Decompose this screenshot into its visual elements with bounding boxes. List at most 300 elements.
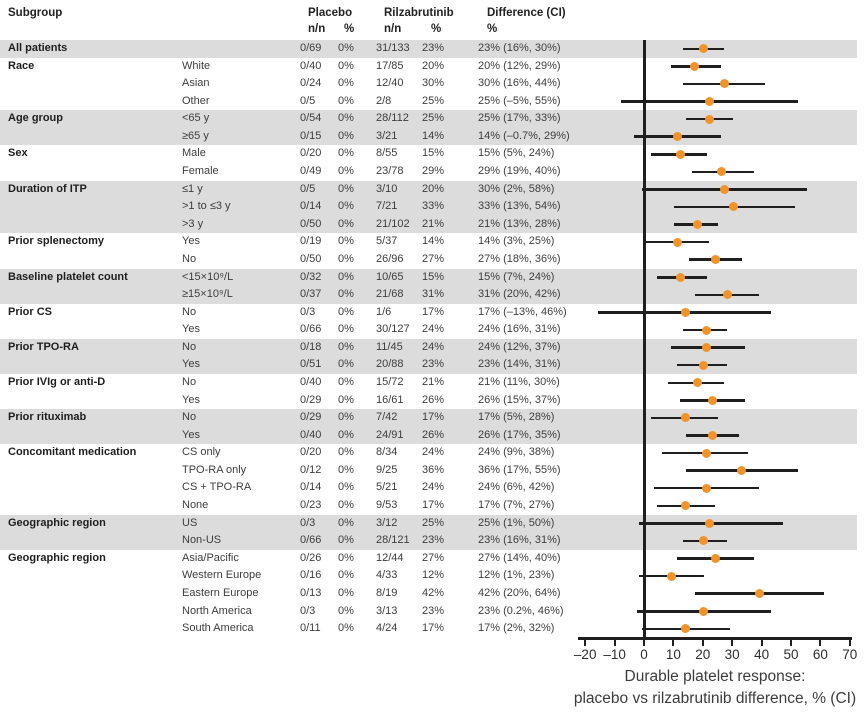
difference-ci-value: 12% (1%, 23%) (478, 569, 555, 582)
rilzabrutinib-nn-value: 28/112 (376, 112, 409, 125)
difference-ci-value: 33% (13%, 54%) (478, 200, 561, 213)
forest-cell (574, 58, 857, 76)
rilzabrutinib-nn-value: 3/13 (376, 604, 398, 617)
placebo-nn-value: 0/3 (300, 604, 316, 617)
subgroup-label: Geographic region (8, 516, 106, 529)
table-row (0, 321, 857, 339)
axis-caption-line1: Durable platelet response: (624, 668, 806, 685)
table-row (0, 110, 857, 128)
point-estimate-marker (693, 220, 702, 229)
point-estimate-marker (702, 326, 711, 335)
forest-cell (574, 462, 857, 480)
rilzabrutinib-nn-value: 31/133 (376, 42, 410, 54)
placebo-nn-value: 0/66 (300, 323, 322, 336)
category-label: North America (182, 604, 252, 617)
rilzabrutinib-nn-value: 24/91 (376, 428, 404, 441)
placebo-pct-value: 0% (338, 516, 354, 529)
rilzabrutinib-nn-value: 20/88 (376, 358, 404, 371)
rilzabrutinib-pct-value: 23% (422, 604, 445, 617)
subgroup-label: All patients (8, 42, 68, 54)
point-estimate-marker (708, 396, 717, 405)
rilzabrutinib-pct-value: 14% (422, 129, 445, 142)
category-label: None (182, 499, 209, 512)
point-estimate-marker (705, 519, 714, 528)
rilzabrutinib-nn-value: 4/33 (376, 569, 398, 582)
placebo-nn-value: 0/3 (300, 305, 316, 318)
category-label: Female (182, 165, 219, 178)
point-estimate-marker (699, 536, 708, 545)
axis-caption-line2: placebo vs rilzabrutinib difference, % (CI) (573, 690, 857, 707)
rilzabrutinib-nn-value: 2/8 (376, 94, 392, 107)
point-estimate-marker (667, 572, 676, 581)
difference-ci-value: 30% (16%, 44%) (478, 77, 561, 90)
placebo-nn-value: 0/23 (300, 499, 322, 512)
category-label: US (182, 516, 198, 529)
placebo-pct-value: 0% (338, 551, 354, 564)
rilzabrutinib-pct-value: 17% (422, 411, 445, 424)
difference-ci-value: 23% (16%, 30%) (478, 42, 561, 54)
subgroup-label: Age group (8, 112, 63, 125)
rilzabrutinib-pct-value: 21% (422, 217, 445, 230)
rilzabrutinib-nn-value: 28/121 (376, 534, 410, 547)
column-header-rilza-pct: % (431, 23, 442, 35)
point-estimate-marker (720, 79, 729, 88)
forest-cell (574, 497, 857, 515)
rilzabrutinib-pct-value: 30% (422, 77, 445, 90)
x-axis-tick (643, 640, 645, 647)
difference-ci-value: 42% (20%, 64%) (478, 586, 561, 599)
table-row (0, 40, 857, 58)
placebo-nn-value: 0/40 (300, 428, 322, 441)
rilzabrutinib-nn-value: 12/40 (376, 77, 404, 90)
table-row (0, 269, 857, 287)
placebo-nn-value: 0/13 (300, 586, 322, 599)
x-axis-tick-label: 10 (665, 647, 681, 662)
subgroup-label: Prior rituximab (8, 411, 87, 424)
point-estimate-marker (676, 150, 685, 159)
placebo-nn-value: 0/66 (300, 534, 322, 547)
table-row (0, 409, 857, 427)
rilzabrutinib-pct-value: 25% (422, 112, 445, 125)
category-label: No (182, 411, 197, 424)
placebo-pct-value: 0% (338, 288, 354, 301)
forest-cell (574, 145, 857, 163)
point-estimate-marker (690, 62, 699, 71)
rilzabrutinib-pct-value: 20% (422, 182, 445, 195)
difference-ci-value: 25% (1%, 50%) (478, 516, 555, 529)
difference-ci-value: 26% (17%, 35%) (478, 428, 561, 441)
placebo-pct-value: 0% (338, 305, 354, 318)
placebo-nn-value: 0/37 (300, 288, 322, 301)
table-row (0, 339, 857, 357)
category-label: Yes (182, 393, 200, 406)
placebo-pct-value: 0% (338, 604, 354, 617)
x-axis-tick (790, 640, 792, 647)
table-row (0, 479, 857, 497)
placebo-nn-value: 0/40 (300, 59, 322, 72)
forest-cell (574, 356, 857, 374)
placebo-pct-value: 0% (338, 622, 354, 635)
difference-ci-value: 24% (9%, 38%) (478, 446, 555, 459)
rilzabrutinib-nn-value: 23/78 (376, 165, 404, 178)
rilzabrutinib-nn-value: 26/96 (376, 252, 404, 265)
rilzabrutinib-nn-value: 11/45 (376, 340, 403, 353)
rilzabrutinib-nn-value: 9/53 (376, 499, 398, 512)
placebo-nn-value: 0/32 (300, 270, 322, 283)
forest-cell (574, 269, 857, 287)
point-estimate-marker (720, 185, 729, 194)
subgroup-label: Baseline platelet count (8, 270, 128, 283)
difference-ci-value: 24% (6%, 42%) (478, 481, 555, 494)
table-row (0, 550, 857, 568)
rilzabrutinib-pct-value: 20% (422, 59, 445, 72)
table-row (0, 620, 857, 638)
placebo-pct-value: 0% (338, 428, 354, 441)
point-estimate-marker (673, 132, 682, 141)
rilzabrutinib-pct-value: 14% (422, 235, 445, 248)
rilzabrutinib-pct-value: 15% (422, 147, 445, 160)
column-header-difference: Difference (CI) (487, 7, 566, 19)
point-estimate-marker (699, 361, 708, 370)
difference-ci-value: 20% (12%, 29%) (478, 59, 561, 72)
category-label: No (182, 252, 197, 265)
subgroup-label: Prior CS (8, 305, 53, 318)
placebo-pct-value: 0% (338, 147, 354, 160)
forest-cell (574, 198, 857, 216)
rilzabrutinib-pct-value: 17% (422, 622, 445, 635)
point-estimate-marker (676, 273, 685, 282)
x-axis-tick (761, 640, 763, 647)
difference-ci-value: 30% (2%, 58%) (478, 182, 555, 195)
table-row (0, 251, 857, 269)
point-estimate-marker (681, 308, 690, 317)
placebo-nn-value: 0/20 (300, 147, 322, 160)
forest-cell (574, 339, 857, 357)
forest-cell (574, 392, 857, 410)
category-label: Asian (182, 77, 210, 90)
placebo-pct-value: 0% (338, 94, 354, 107)
table-row (0, 427, 857, 445)
difference-ci-value: 15% (5%, 24%) (478, 147, 555, 160)
category-label: >3 y (182, 217, 204, 230)
rilzabrutinib-pct-value: 17% (422, 499, 445, 512)
forest-cell (574, 304, 857, 322)
difference-ci-value: 31% (20%, 42%) (478, 288, 561, 301)
x-axis-tick-label: –10 (603, 647, 626, 662)
forest-cell (574, 515, 857, 533)
point-estimate-marker (702, 484, 711, 493)
placebo-pct-value: 0% (338, 270, 354, 283)
placebo-pct-value: 0% (338, 411, 354, 424)
placebo-pct-value: 0% (338, 200, 354, 213)
point-estimate-marker (673, 238, 682, 247)
table-row (0, 286, 857, 304)
x-axis-tick (849, 640, 851, 647)
placebo-pct-value: 0% (338, 217, 354, 230)
placebo-pct-value: 0% (338, 499, 354, 512)
category-label: Western Europe (182, 569, 262, 582)
category-label: CS only (182, 446, 221, 459)
subgroup-label: Duration of ITP (8, 182, 87, 195)
subgroup-label: Race (8, 59, 35, 72)
table-row (0, 216, 857, 234)
placebo-nn-value: 0/15 (300, 129, 322, 142)
table-row (0, 515, 857, 533)
rilzabrutinib-nn-value: 10/65 (376, 270, 404, 283)
placebo-pct-value: 0% (338, 59, 354, 72)
table-row (0, 198, 857, 216)
placebo-pct-value: 0% (338, 393, 354, 406)
placebo-nn-value: 0/29 (300, 411, 322, 424)
placebo-pct-value: 0% (338, 446, 354, 459)
difference-ci-value: 24% (16%, 31%) (478, 323, 561, 336)
point-estimate-marker (755, 589, 764, 598)
forest-cell (574, 567, 857, 585)
category-label: ≥15×10⁹/L (182, 288, 233, 301)
column-header-subgroup: Subgroup (8, 7, 63, 19)
difference-ci-value: 17% (7%, 27%) (478, 499, 555, 512)
placebo-nn-value: 0/5 (300, 94, 316, 107)
category-label: <65 y (182, 112, 210, 125)
category-label: Male (182, 147, 206, 160)
rilzabrutinib-nn-value: 30/127 (376, 323, 410, 336)
subgroup-label: Geographic region (8, 551, 106, 564)
category-label: TPO-RA only (182, 463, 247, 476)
subgroup-label: Prior IVIg or anti-D (8, 375, 106, 388)
rilzabrutinib-nn-value: 3/12 (376, 516, 398, 529)
point-estimate-marker (705, 97, 714, 106)
placebo-nn-value: 0/29 (300, 393, 322, 406)
forest-cell (574, 286, 857, 304)
category-label: Other (182, 94, 210, 107)
forest-cell (574, 444, 857, 462)
placebo-nn-value: 0/11 (300, 622, 321, 635)
rilzabrutinib-nn-value: 8/55 (376, 147, 398, 160)
difference-ci-value: 23% (0.2%, 46%) (478, 604, 564, 617)
rilzabrutinib-nn-value: 21/68 (376, 288, 404, 301)
rilzabrutinib-pct-value: 25% (422, 94, 445, 107)
placebo-nn-value: 0/14 (300, 200, 322, 213)
placebo-pct-value: 0% (338, 235, 354, 248)
point-estimate-marker (711, 554, 720, 563)
placebo-pct-value: 0% (338, 252, 354, 265)
rilzabrutinib-pct-value: 42% (422, 586, 445, 599)
axis-caption (565, 666, 865, 710)
difference-ci-value: 17% (–13%, 46%) (478, 305, 567, 318)
table-row (0, 444, 857, 462)
rilzabrutinib-pct-value: 24% (422, 340, 445, 353)
placebo-pct-value: 0% (338, 534, 354, 547)
x-axis-tick (702, 640, 704, 647)
rilzabrutinib-pct-value: 24% (422, 323, 445, 336)
placebo-nn-value: 0/51 (300, 358, 322, 371)
x-axis-tick-label: 40 (754, 647, 770, 662)
placebo-nn-value: 0/18 (300, 340, 322, 353)
table-row (0, 356, 857, 374)
category-label: Yes (182, 358, 200, 371)
placebo-nn-value: 0/49 (300, 165, 322, 178)
forest-cell (574, 251, 857, 269)
placebo-pct-value: 0% (338, 375, 354, 388)
table-rows (0, 40, 857, 638)
forest-cell (574, 110, 857, 128)
x-axis-tick-label: 30 (724, 647, 740, 662)
placebo-nn-value: 0/50 (300, 252, 322, 265)
subgroup-label: Concomitant medication (8, 446, 137, 459)
difference-ci-value: 24% (12%, 37%) (478, 340, 561, 353)
placebo-nn-value: 0/20 (300, 446, 322, 459)
placebo-pct-value: 0% (338, 569, 354, 582)
table-row (0, 145, 857, 163)
table-row (0, 304, 857, 322)
category-label: <15×10⁹/L (182, 270, 234, 283)
placebo-pct-value: 0% (338, 586, 354, 599)
category-label: No (182, 340, 197, 353)
rilzabrutinib-nn-value: 5/21 (376, 481, 398, 494)
rilzabrutinib-pct-value: 29% (422, 165, 445, 178)
placebo-pct-value: 0% (338, 323, 354, 336)
category-label: CS + TPO-RA (182, 481, 252, 494)
table-row (0, 233, 857, 251)
rilzabrutinib-nn-value: 21/102 (376, 217, 410, 230)
category-label: Asia/Pacific (182, 551, 239, 564)
category-label: >1 to ≤3 y (182, 200, 231, 213)
rilzabrutinib-nn-value: 1/6 (376, 305, 392, 318)
forest-cell (574, 427, 857, 445)
subgroup-label: Prior splenectomy (8, 235, 104, 248)
difference-ci-value: 15% (7%, 24%) (478, 270, 555, 283)
placebo-nn-value: 0/16 (300, 569, 322, 582)
rilzabrutinib-nn-value: 16/61 (376, 393, 404, 406)
forest-cell (574, 128, 857, 146)
category-label: Yes (182, 323, 200, 336)
placebo-pct-value: 0% (338, 165, 354, 178)
point-estimate-marker (723, 290, 732, 299)
difference-ci-value: 14% (–0.7%, 29%) (478, 129, 570, 142)
forest-cell (574, 532, 857, 550)
rilzabrutinib-pct-value: 33% (422, 200, 445, 213)
rilzabrutinib-nn-value: 17/85 (376, 59, 404, 72)
rilzabrutinib-nn-value: 5/37 (376, 235, 398, 248)
forest-cell (574, 216, 857, 234)
point-estimate-marker (702, 343, 711, 352)
rilzabrutinib-pct-value: 26% (422, 393, 445, 406)
table-row (0, 392, 857, 410)
placebo-nn-value: 0/14 (300, 481, 322, 494)
forest-cell (574, 585, 857, 603)
placebo-pct-value: 0% (338, 42, 354, 54)
rilzabrutinib-pct-value: 26% (422, 428, 445, 441)
forest-cell (574, 603, 857, 621)
difference-ci-value: 17% (2%, 32%) (478, 622, 555, 635)
category-label: No (182, 375, 197, 388)
rilzabrutinib-pct-value: 23% (422, 42, 445, 54)
point-estimate-marker (681, 413, 690, 422)
placebo-pct-value: 0% (338, 358, 354, 371)
rilzabrutinib-pct-value: 23% (422, 534, 445, 547)
rilzabrutinib-nn-value: 15/72 (376, 375, 404, 388)
zero-reference-line (643, 40, 646, 639)
rilzabrutinib-pct-value: 12% (422, 569, 445, 582)
rilzabrutinib-pct-value: 17% (422, 305, 445, 318)
x-axis-tick (584, 640, 586, 647)
table-row (0, 497, 857, 515)
table-row (0, 585, 857, 603)
point-estimate-marker (705, 115, 714, 124)
placebo-nn-value: 0/24 (300, 77, 322, 90)
table-row (0, 374, 857, 392)
category-label: White (182, 59, 211, 72)
x-axis-tick-label: 20 (695, 647, 711, 662)
column-header-diff-pct: % (487, 23, 498, 35)
rilzabrutinib-nn-value: 12/44 (376, 551, 404, 564)
forest-cell (574, 374, 857, 392)
point-estimate-marker (737, 466, 746, 475)
x-axis-tick-label: 70 (842, 647, 858, 662)
rilzabrutinib-pct-value: 25% (422, 516, 445, 529)
category-label: South America (182, 622, 254, 635)
table-row (0, 603, 857, 621)
rilzabrutinib-nn-value: 9/25 (376, 463, 398, 476)
category-label: Eastern Europe (182, 586, 259, 599)
point-estimate-marker (717, 167, 726, 176)
table-row (0, 93, 857, 111)
point-estimate-marker (699, 607, 708, 616)
category-label: No (182, 305, 197, 318)
difference-ci-value: 29% (19%, 40%) (478, 165, 561, 178)
placebo-nn-value: 0/69 (300, 42, 322, 54)
difference-ci-value: 27% (18%, 36%) (478, 252, 561, 265)
forest-cell (574, 163, 857, 181)
placebo-pct-value: 0% (338, 129, 354, 142)
difference-ci-value: 21% (11%, 30%) (478, 375, 560, 388)
x-axis-tick-label: –20 (573, 647, 597, 662)
placebo-nn-value: 0/3 (300, 516, 316, 529)
rilzabrutinib-pct-value: 21% (422, 375, 445, 388)
column-header-placebo-pct: % (344, 23, 355, 35)
placebo-nn-value: 0/19 (300, 235, 322, 248)
point-estimate-marker (681, 501, 690, 510)
forest-cell (574, 75, 857, 93)
point-estimate-marker (693, 378, 702, 387)
x-axis-tick-label: 50 (783, 647, 799, 662)
category-label: Non-US (182, 534, 222, 547)
column-header-rilza-nn: n/n (384, 23, 402, 35)
forest-cell (574, 40, 857, 58)
rilzabrutinib-nn-value: 7/21 (376, 200, 398, 213)
difference-ci-value: 26% (15%, 37%) (478, 393, 561, 406)
x-axis-line (578, 637, 852, 640)
difference-ci-value: 36% (17%, 55%) (478, 463, 561, 476)
rilzabrutinib-nn-value: 8/34 (376, 446, 398, 459)
forest-cell (574, 409, 857, 427)
point-estimate-marker (708, 431, 717, 440)
category-label: Yes (182, 428, 200, 441)
forest-cell (574, 181, 857, 199)
x-axis-tick-label: 0 (640, 647, 648, 662)
table-row (0, 567, 857, 585)
column-header-placebo: Placebo (308, 7, 353, 19)
point-estimate-marker (681, 624, 690, 633)
rilzabrutinib-nn-value: 3/10 (376, 182, 398, 195)
rilzabrutinib-nn-value: 3/21 (376, 129, 398, 142)
placebo-nn-value: 0/40 (300, 375, 322, 388)
point-estimate-marker (699, 44, 708, 53)
table-row (0, 128, 857, 146)
x-axis-tick (819, 640, 821, 647)
table-row (0, 163, 857, 181)
rilzabrutinib-pct-value: 15% (422, 270, 445, 283)
